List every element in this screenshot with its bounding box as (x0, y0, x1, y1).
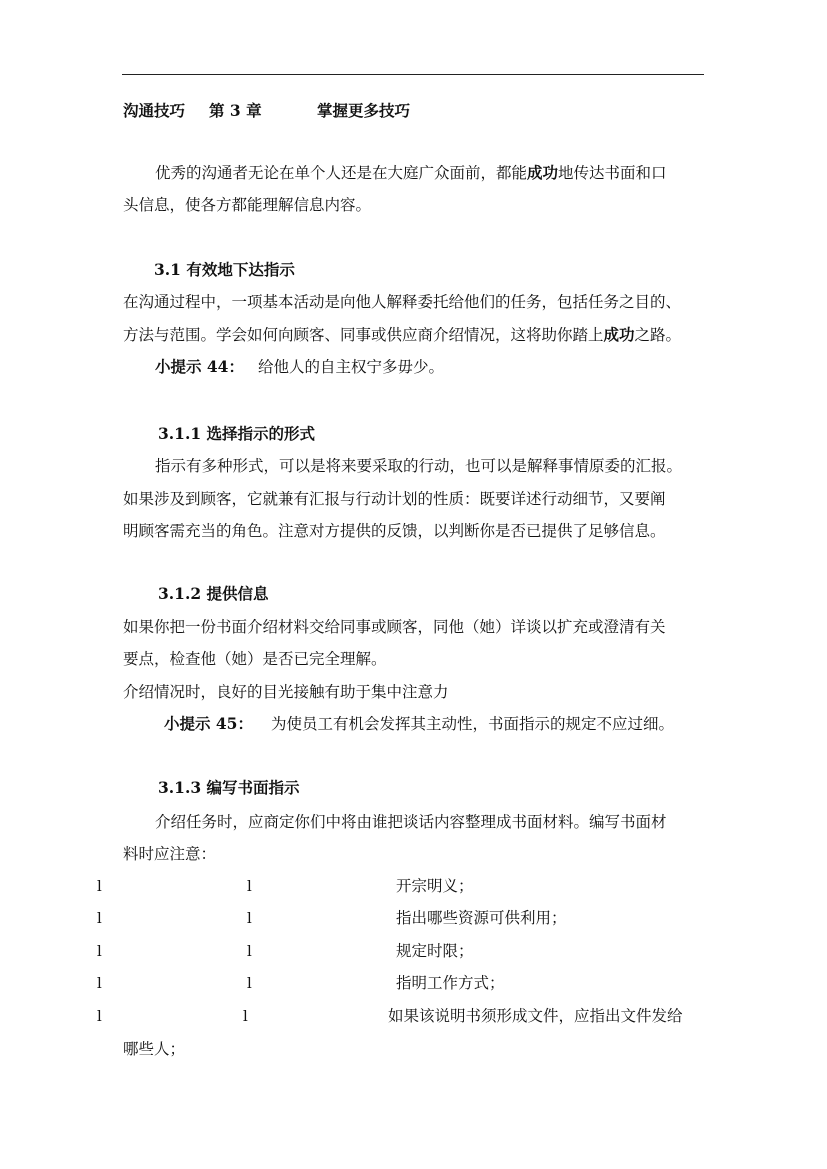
s31-para-line-1: 在沟通过程中，一项基本活动是向他人解释委托给他们的任务，包括任务之目的、 (123, 293, 682, 311)
list-item-2-text: 指出哪些资源可供利用； (396, 909, 567, 927)
s312-line-1: 如果你把一份书面介绍材料交给同事或顾客，同他（她）详谈以扩充或澄清有关 (123, 618, 666, 636)
s313-line-2: 料时应注意： (123, 845, 217, 863)
tip-45-text: 为使员工有机会发挥其主动性，书面指示的规定不应过细。 (270, 715, 674, 733)
list-item-3-text: 规定时限； (396, 942, 474, 960)
intro-line-1 (155, 163, 667, 183)
list-item-2-marker-a: l (97, 909, 102, 927)
list-item-4-marker-a: l (97, 974, 102, 992)
s313-line-1: 介绍任务时，应商定你们中将由谁把谈话内容整理成书面材料。编写书面材 (155, 813, 667, 831)
list-item-2-marker-b: l (247, 909, 252, 927)
section-3-1-heading: 3.1 有效地下达指示 (154, 260, 295, 279)
list-item-1-marker-a: l (97, 877, 102, 895)
s312-line-3: 介绍情况时，良好的目光接触有助于集中注意力 (123, 683, 449, 701)
tip-44-text: 给他人的自主权宁多毋少。 (257, 358, 444, 376)
header-col1: 沟通技巧 (123, 101, 186, 120)
list-item-3-marker-b: l (247, 942, 252, 960)
section-3-1-3-heading: 3.1.3 编写书面指示 (158, 778, 300, 797)
list-item-3-marker-a: l (97, 942, 102, 960)
tip-44 (155, 357, 444, 377)
s311-line-3: 明顾客需充当的角色。注意对方提供的反馈，以判断你是否已提供了足够信息。 (123, 522, 666, 540)
section-3-1-2-heading: 3.1.2 提供信息 (158, 584, 269, 603)
intro-line-2: 头信息，使各方都能理解信息内容。 (123, 196, 372, 214)
tip-44-label: 小提示 44： (155, 357, 244, 376)
list-item-1-marker-b: l (247, 877, 252, 895)
list-item-1-text: 开宗明义； (396, 877, 474, 895)
intro-line-1-c: 地传达书面和口 (558, 164, 667, 182)
header-col2: 第 3 章 (209, 101, 262, 120)
intro-emphasis: 成功 (527, 163, 559, 182)
tip-45-label: 小提示 45： (164, 714, 253, 733)
list-item-5-marker-a: l (97, 1007, 102, 1025)
s31-para-line-2 (123, 325, 681, 345)
list-item-5-continuation: 哪些人； (123, 1040, 186, 1058)
s311-line-1: 指示有多种形式，可以是将来要采取的行动，也可以是解释事情原委的汇报。 (155, 457, 683, 475)
header-col3: 掌握更多技巧 (317, 101, 411, 120)
header-rule (122, 74, 704, 75)
s31-emphasis: 成功 (603, 325, 635, 344)
list-item-4-marker-b: l (247, 974, 252, 992)
list-item-5-text: 如果该说明书须形成文件，应指出文件发给 (388, 1007, 683, 1025)
s31-para-line-2-a: 方法与范围。学会如何向顾客、同事或供应商介绍情况，这将助你踏上 (123, 326, 604, 344)
s31-para-line-2-c: 之路。 (634, 326, 682, 344)
list-item-4-text: 指明工作方式； (396, 974, 505, 992)
section-3-1-1-heading: 3.1.1 选择指示的形式 (158, 424, 316, 443)
s311-line-2: 如果涉及到顾客，它就兼有汇报与行动计划的性质：既要详述行动细节，又要阐 (123, 490, 666, 508)
s312-line-2: 要点，检查他（她）是否已完全理解。 (123, 650, 387, 668)
intro-line-1-a: 优秀的沟通者无论在单个人还是在大庭广众面前，都能 (155, 164, 528, 182)
tip-45 (164, 714, 674, 734)
list-item-5-marker-b: l (243, 1007, 248, 1025)
